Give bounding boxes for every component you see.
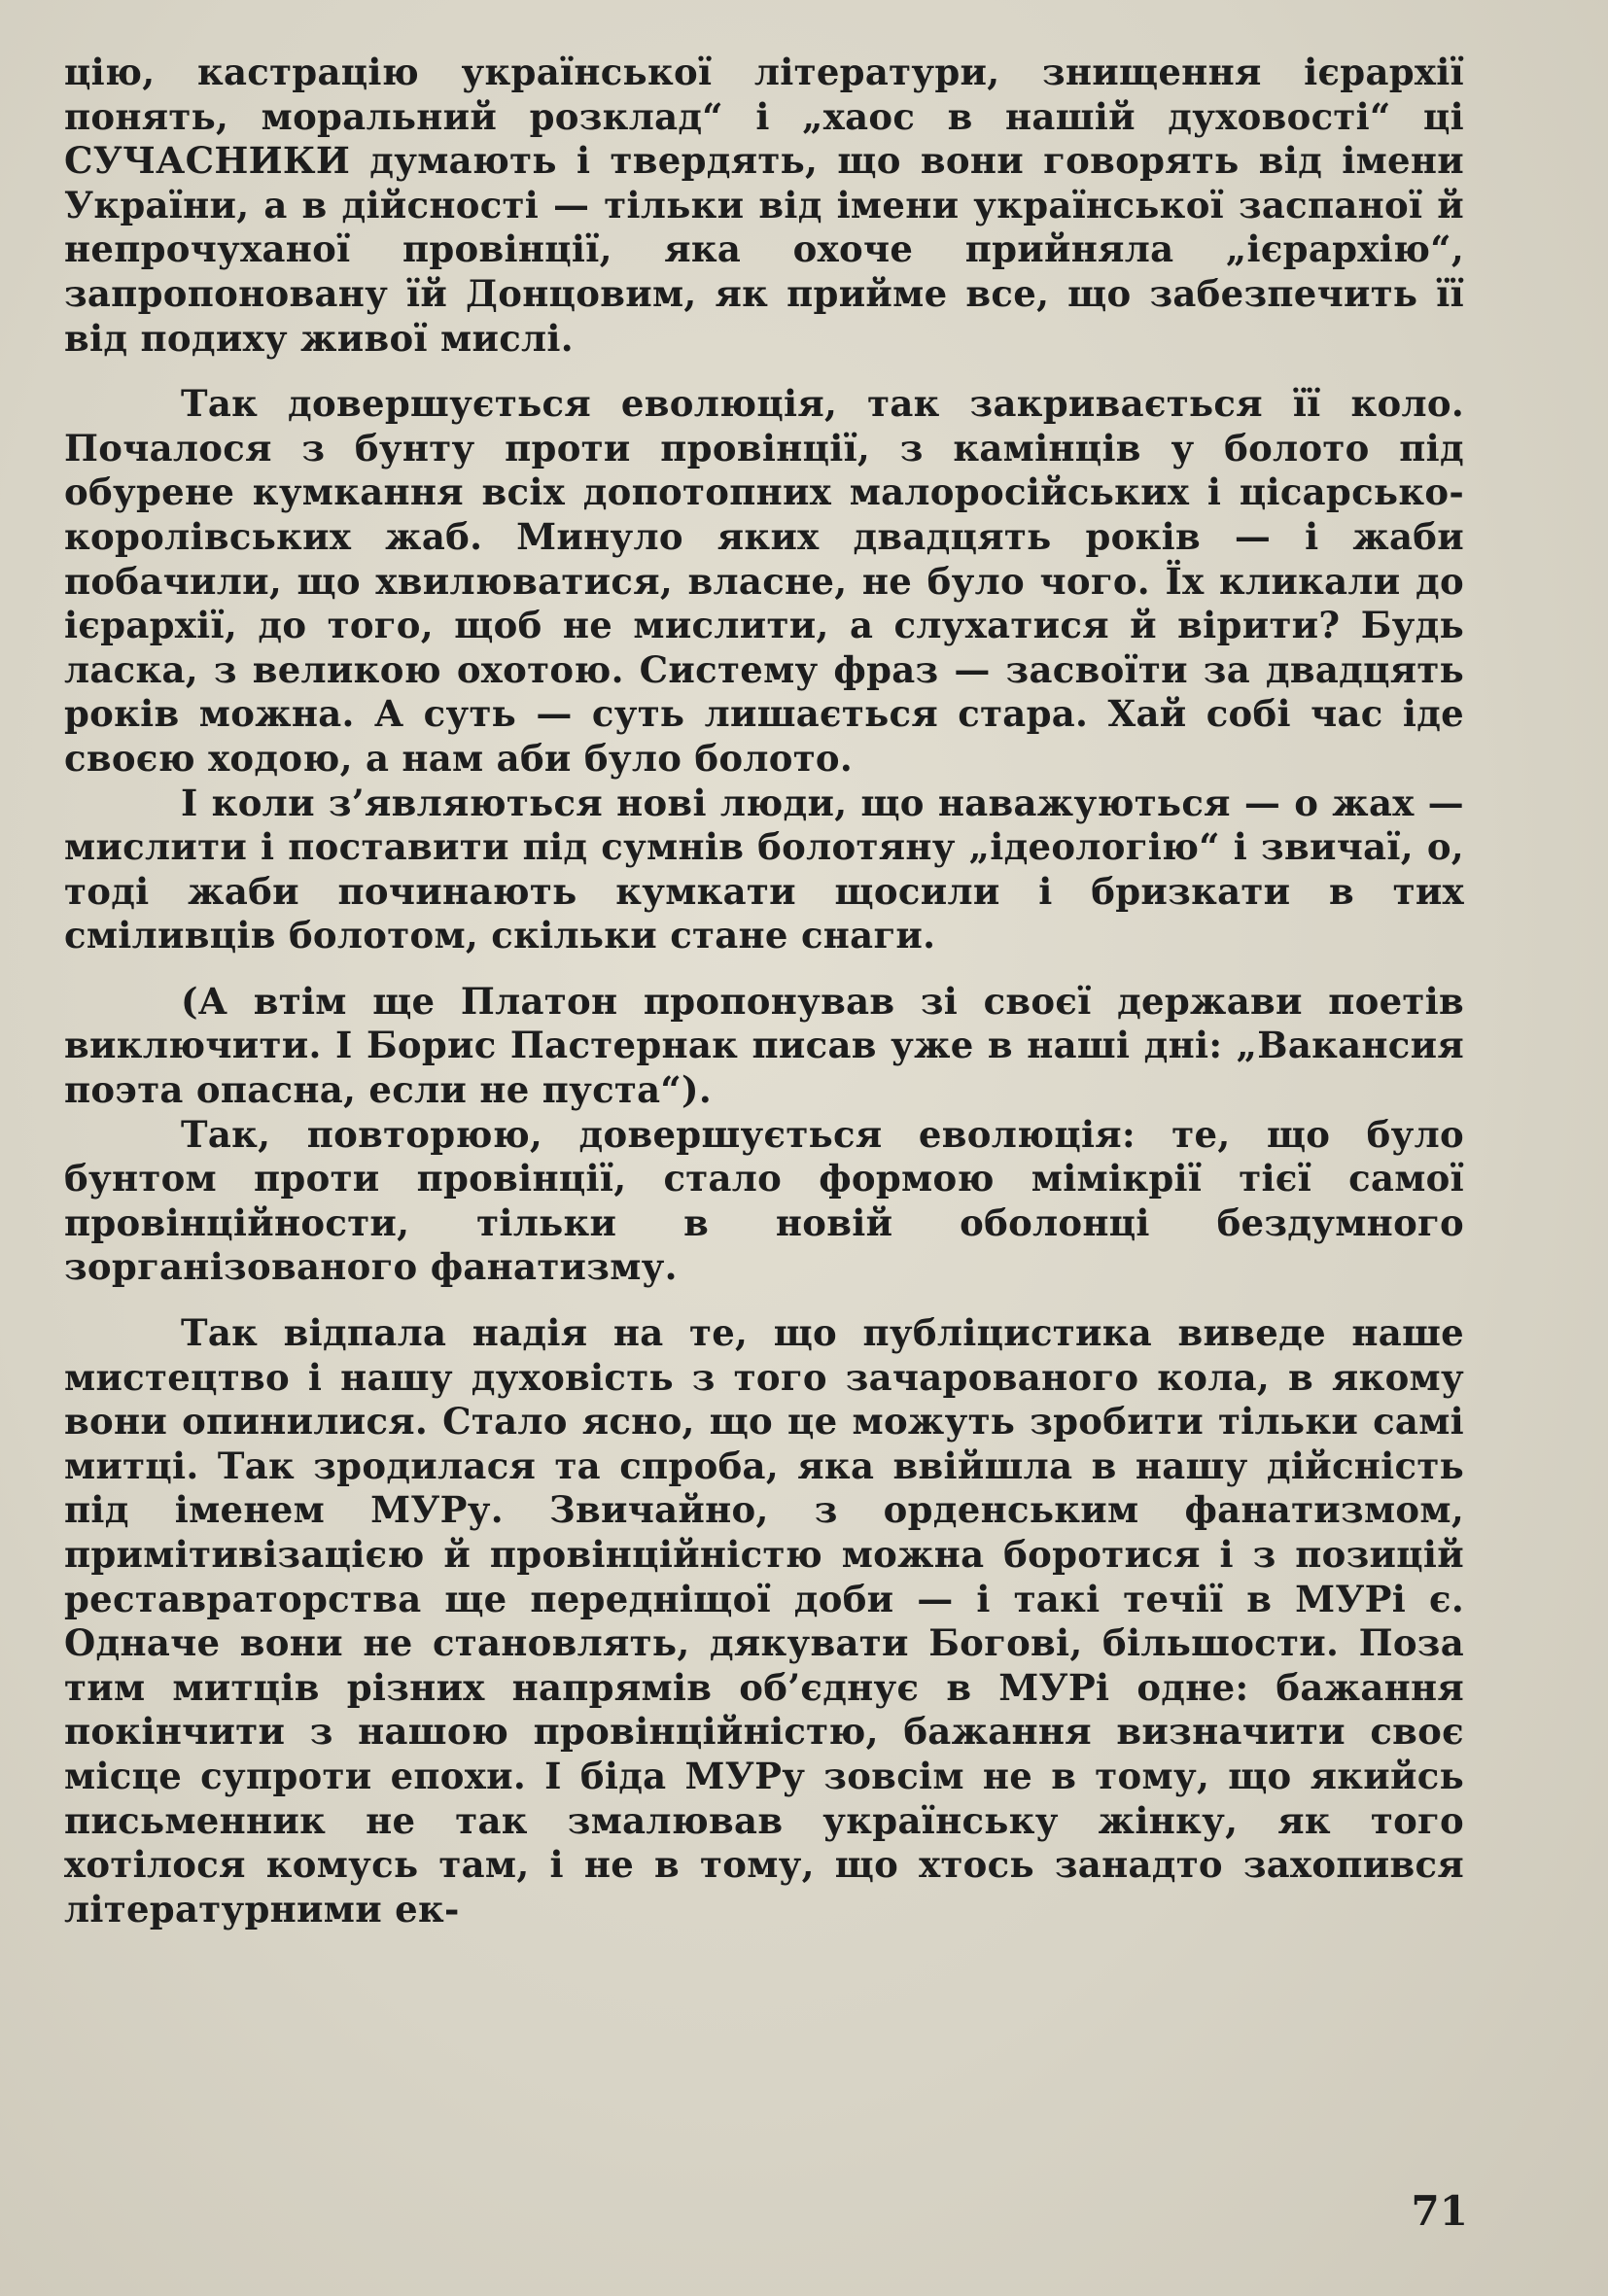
- paragraph-1: цію, кастрацію української літератури, знищення ієрархії понять, моральний розклад“ і „хаос в нашій духовості“ ці СУЧАСНИКИ думають і твердять, що вони говорять від імени України, а в дійсності — тільки від імени української заспаної й непрочуханої провінції, яка охоче прийняла „ієрархію“, запропоновану їй Донцовим, як прийме все, що забезпечить її від подиху живої мислі.: [64, 51, 1464, 360]
- page-number: 71: [1411, 2187, 1468, 2235]
- body-text: [64, 51, 1464, 1931]
- paragraph-2: Так довершується еволюція, так закривається її коло. Почалося з бунту проти провінції, з камінців у болото під обурене кумкання всіх допотопних малоросійських і цісарсько-королівських жаб. Минуло яких двадцять років — і жаби побачили, що хвилюватися, власне, не було чого. Їх кликали до ієрархії, до того, щоб не мислити, а слухатися й вірити? Будь ласка, з великою охотою. Систему фраз — засвоїти за двадцять років можна. А суть — суть лишається стара. Хай собі час іде своєю ходою, а нам аби було болото.: [64, 382, 1464, 780]
- paragraph-4: (А втім ще Платон пропонував зі своєї держави поетів виключити. І Борис Пастернак писав уже в наші дні: „Вакансия поэта опасна, если не пуста“).: [64, 979, 1464, 1112]
- paragraph-5: Так, повторюю, довершується еволюція: те, що було бунтом проти провінції, стало формою мімікрії тієї самої провінційности, тільки в новій оболонці бездумного зорганізованого фанатизму.: [64, 1112, 1464, 1289]
- paragraph-3: І коли з’являються нові люди, що наважуються — о жах — мислити і поставити під сумнів болотяну „ідеологію“ і звичаї, о, тоді жаби починають кумкати щосили і бризкати в тих сміливців болотом, скільки стане снаги.: [64, 781, 1464, 957]
- paragraph-6: Так відпала надія на те, що публіцистика виведе наше мистецтво і нашу духовість з того зачарованого кола, в якому вони опинилися. Стало ясно, що це можуть зробити тільки самі митці. Так зродилася та спроба, яка ввійшла в нашу дійсність під іменем МУРу. Звичайно, з орденським фанатизмом, примітивізацією й провінційністю можна боротися і з позицій реставраторства ще передніщої доби — і такі течії в МУРі є. Одначе вони не становлять, дякувати Богові, більшости. Поза тим митців різних напрямів об’єднує в МУРі одне: бажання покінчити з нашою провінційністю, бажання визначити своє місце супроти епохи. І біда МУРу зовсім не в тому, що якийсь письменник не так змалював українську жінку, як того хотілося комусь там, і не в тому, що хтось занадто захопився літературними ек-: [64, 1311, 1464, 1931]
